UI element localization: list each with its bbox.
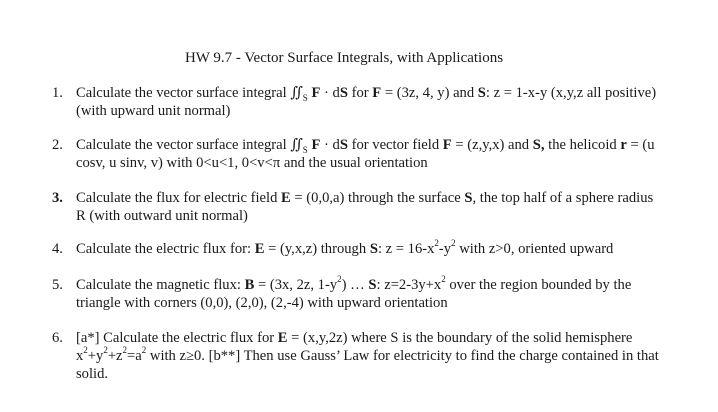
bold-symbol: S, — [532, 137, 545, 153]
bold-symbol: S — [368, 277, 377, 293]
superscript: 2 — [141, 345, 147, 356]
text-run: +z — [107, 348, 123, 364]
superscript: 2 — [83, 345, 88, 356]
problem-number: 6. — [52, 330, 63, 346]
text-run: Calculate the magnetic flux: — [76, 277, 245, 293]
bold-symbol: S — [464, 190, 473, 206]
text-run: the helicoid — [544, 137, 621, 153]
bold-symbol: S — [339, 85, 348, 101]
problem-text — [76, 329, 660, 383]
problem-3 — [52, 189, 662, 225]
text-run: · d — [320, 85, 340, 101]
problem-text — [76, 189, 660, 225]
problem-number: 2. — [52, 137, 63, 153]
superscript: 2 — [103, 345, 108, 356]
text-run: : z = 16-x — [377, 241, 435, 257]
text-run: = (z,y,x) and — [451, 137, 533, 153]
bold-symbol: B — [244, 277, 255, 293]
problem-text — [76, 240, 660, 258]
text-run: for vector field — [347, 137, 443, 153]
text-run: +y — [87, 348, 104, 364]
superscript: 2 — [337, 274, 342, 285]
text-run: ) … — [341, 277, 369, 293]
problem-text — [76, 84, 660, 120]
superscript: 2 — [441, 274, 446, 285]
problem-number: 1. — [52, 85, 63, 101]
bold-symbol: r — [620, 137, 627, 153]
text-run: = (3z, 4, y) and — [381, 85, 478, 101]
text-run: = (u cosv, u sinv, v) with 0<u<1, 0<v<π and the usual orientation — [76, 137, 655, 171]
text-run: : z = 1-x-y (x,y,z all positive) (with upward unit normal) — [76, 85, 657, 119]
text-run: = (y,x,z) through — [264, 241, 370, 257]
text-run: = (3x, 2z, 1-y — [254, 277, 338, 293]
text-run: with z>0, oriented upward — [455, 241, 614, 257]
bold-symbol: F — [442, 137, 452, 153]
text-run: Calculate the electric flux for: — [76, 241, 255, 257]
text-run: Calculate the vector surface integral ∬ — [76, 137, 303, 153]
problem-text — [76, 276, 660, 312]
text-run: [a*] Calculate the electric flux for — [76, 330, 278, 346]
bold-symbol: S — [369, 241, 378, 257]
problem-6 — [52, 329, 662, 383]
problem-4 — [52, 240, 662, 258]
text-run: Calculate the flux for electric field — [76, 190, 282, 206]
page-title: HW 9.7 - Vector Surface Integrals, with Applications — [184, 50, 504, 66]
bold-symbol: E — [277, 330, 288, 346]
problem-5 — [52, 276, 662, 312]
problem-number: 4. — [52, 241, 63, 257]
text-run: Calculate the vector surface integral ∬ — [76, 85, 303, 101]
bold-symbol: F — [311, 137, 321, 153]
problem-1 — [52, 84, 662, 120]
text-run: over the region bounded by the triangle with corners (0,0), (2,0), (2,-4) with upward orientation — [76, 277, 632, 311]
bold-symbol: E — [254, 241, 265, 257]
text-run: with z≥0. [b**] Then use Gauss’ Law for electricity to find the charge contained in that solid. — [76, 348, 659, 382]
problem-text — [76, 136, 660, 172]
text-run: -y — [438, 241, 452, 257]
bold-symbol: F — [311, 85, 321, 101]
text-run: · d — [320, 137, 340, 153]
text-run: = (x,y,2z) where S is the boundary of the solid hemisphere x — [76, 330, 633, 364]
text-run: =a — [127, 348, 142, 364]
text-run: : z=2-3y+x — [376, 277, 442, 293]
problem-number: 3. — [52, 190, 63, 206]
superscript: 2 — [434, 238, 439, 249]
bold-symbol: F — [372, 85, 382, 101]
problem-2 — [52, 136, 662, 172]
subscript: S — [302, 144, 308, 155]
problem-number: 5. — [52, 277, 63, 293]
superscript: 2 — [451, 238, 456, 249]
bold-symbol: E — [281, 190, 291, 206]
subscript: S — [302, 92, 308, 103]
text-run: for — [347, 85, 373, 101]
text-run: , the top half of a sphere radius R (with outward unit normal) — [76, 190, 654, 224]
bold-symbol: S — [477, 85, 486, 101]
text-run: = (0,0,a) through the surface — [290, 190, 465, 206]
superscript: 2 — [122, 345, 128, 356]
bold-symbol: S — [339, 137, 348, 153]
